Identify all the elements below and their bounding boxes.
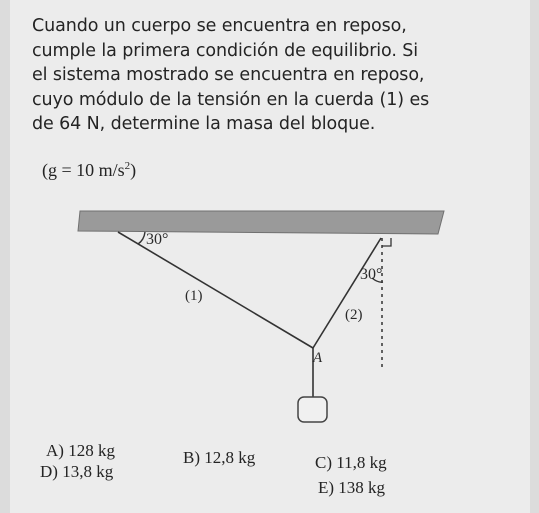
gravity-exponent: 2 (124, 160, 131, 172)
problem-line: Cuando un cuerpo se encuentra en reposo, (32, 16, 407, 36)
problem-line: cumple la primera condición de equilibrio. Si (32, 40, 419, 61)
rope-2 (313, 238, 381, 348)
angle-right-label: 30° (360, 266, 383, 283)
option-a[interactable]: A) 128 kg (46, 441, 115, 460)
option-c[interactable]: C) 11,8 kg (315, 453, 387, 472)
block (298, 397, 327, 422)
rope-2-label: (2) (345, 307, 363, 323)
problem-line: el sistema mostrado se encuentra en reposo, (32, 65, 425, 85)
ceiling (78, 211, 444, 234)
knot-label: A (313, 350, 323, 366)
angle-left-label: 30° (146, 231, 169, 248)
gravity-prefix: (g = 10 m/s (42, 160, 125, 180)
rope-1 (118, 232, 313, 348)
gravity-suffix: ) (130, 160, 137, 180)
rope-1-label: (1) (185, 288, 203, 304)
option-d[interactable]: D) 13,8 kg (40, 462, 114, 481)
angle-arc-left (138, 232, 145, 244)
problem-line: cuyo módulo de la tensión en la cuerda (1) es (32, 89, 430, 110)
option-e[interactable]: E) 138 kg (318, 478, 386, 497)
right-angle-marker (382, 238, 391, 246)
problem-line: de 64 N, determine la masa del bloque. (32, 114, 376, 134)
option-b[interactable]: B) 12,8 kg (183, 448, 256, 467)
